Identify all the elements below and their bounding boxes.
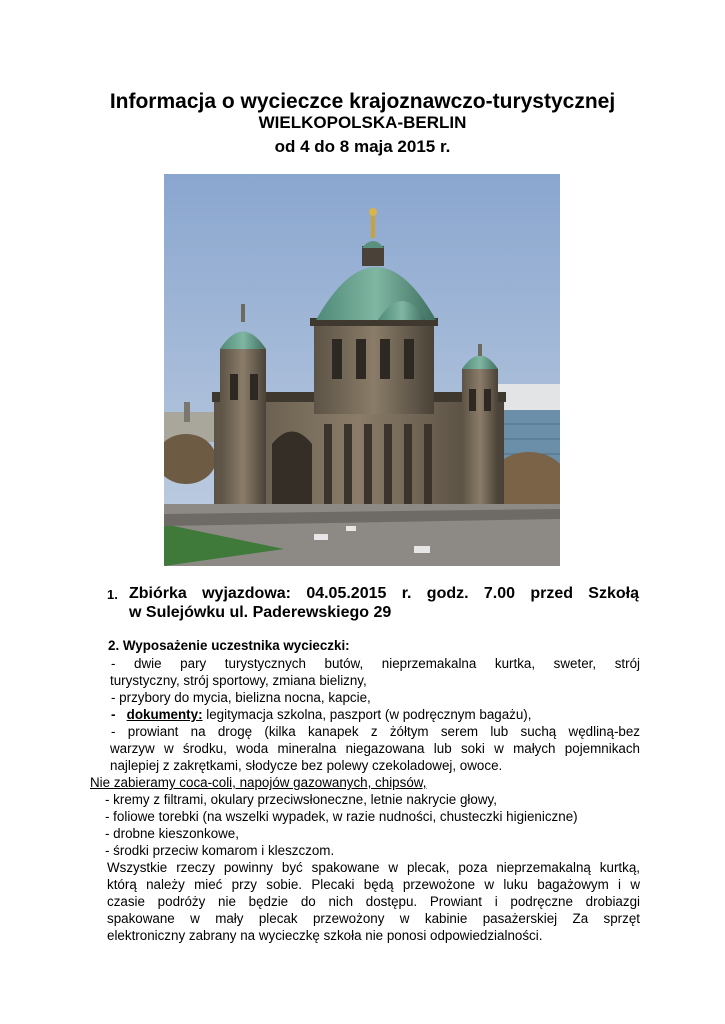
packing-note-line-1: Wszystkie rzeczy powinny być spakowane w plecak, poza nieprzemakalną kurtką, — [107, 860, 640, 875]
item-food-line-3: najlepiej z zakrętkami, słodycze bez polewy czekoladowej, owoce. — [110, 758, 503, 773]
item-documents-dash: - — [111, 707, 116, 722]
packing-note-line-5: elektroniczny zabrany na wycieczkę szkoła nie ponosi odpowiedzialności. — [107, 928, 543, 943]
meeting-line-2: w Sulejówku ul. Paderewskiego 29 — [129, 604, 392, 621]
equipment-heading: 2. Wyposażenie uczestnika wycieczki: — [108, 638, 350, 653]
packing-note-line-4: spakowane w mały plecak przewożony w kabinie pasażerskiej Za sprzęt — [107, 911, 640, 926]
documents-label: dokumenty: — [126, 707, 203, 722]
not-allowed-note: Nie zabieramy coca-coli, napojów gazowanych, chipsów, — [90, 775, 427, 790]
item-shoes-line-2: turystyczny, strój sportowy, zmiana bielizny, — [110, 673, 367, 688]
trip-dates: od 4 do 8 maja 2015 r. — [274, 137, 451, 156]
packing-note-line-2: którą należy mieć przy sobie. Plecaki będą przewożone w luku bagażowym i w — [107, 877, 640, 892]
item-pocket-money: - drobne kieszonkowe, — [105, 826, 239, 841]
item-documents — [111, 706, 532, 723]
document-title: Informacja o wycieczce krajoznawczo-turystycznej — [109, 90, 616, 113]
item-toiletries: - przybory do mycia, bielizna nocna, kapcie, — [111, 690, 371, 705]
item-food-line-2: warzyw w środku, woda mineralna niegazowana lub soki w małych pojemnikach — [110, 741, 640, 756]
meeting-line-1: Zbiórka wyjazdowa: 04.05.2015 r. godz. 7.00 przed Szkołą — [129, 585, 639, 602]
item-insect-repellent: - środki przeciw komarom i kleszczom. — [105, 843, 335, 858]
item-sunscreen: - kremy z filtrami, okulary przeciwsłoneczne, letnie nakrycie głowy, — [105, 792, 497, 807]
item-foil-bags: - foliowe torebki (na wszelki wypadek, w razie nudności, chusteczki higieniczne) — [105, 809, 578, 824]
trip-route: WIELKOPOLSKA-BERLIN — [258, 113, 467, 132]
packing-note-line-3: czasie podróży nie będzie do nich dostępu. Prowiant i podręczne drobiazgi — [107, 894, 640, 909]
item-shoes-line-1: - dwie pary turystycznych butów, nieprzemakalna kurtka, sweter, strój — [111, 656, 640, 671]
section-number: 1. — [107, 587, 118, 602]
documents-text: legitymacja szkolna, paszport (w podręcznym bagażu), — [202, 707, 532, 722]
berlin-cathedral-photo — [164, 174, 560, 566]
item-food-line-1: - prowiant na drogę (kilka kanapek z żółtym serem lub suchą wędliną-bez — [111, 724, 640, 739]
